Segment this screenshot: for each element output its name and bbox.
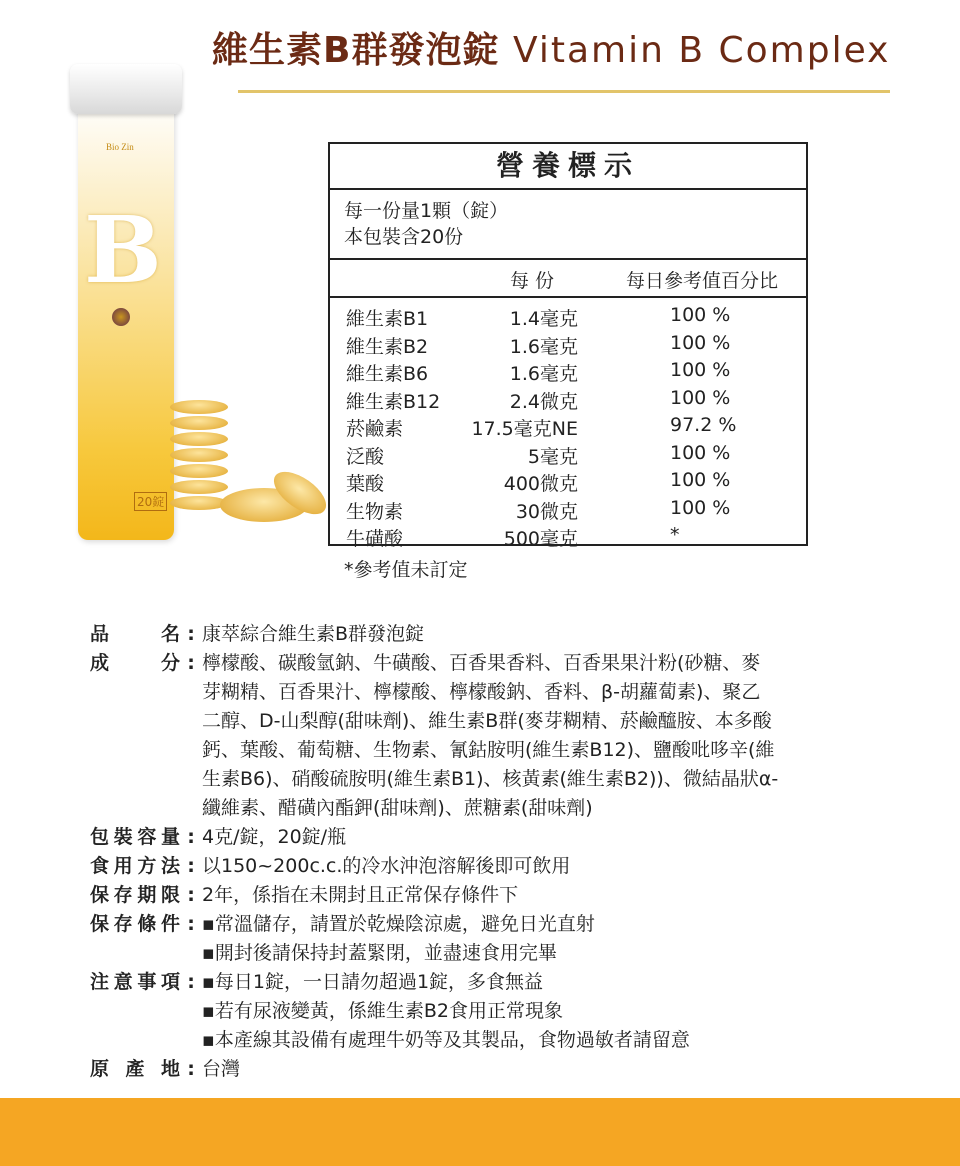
storage-line: ▪常溫儲存，請置於乾燥陰涼處，避免日光直射 <box>202 913 595 935</box>
nutrient-row <box>330 522 806 550</box>
nutrient-dv: 100 % <box>670 496 731 519</box>
spec-value: 台灣 <box>202 1058 241 1080</box>
nutrient-dv: 100 % <box>670 359 731 381</box>
nutrient-amount: 5毫克 <box>527 445 578 468</box>
spec-colon: : <box>187 623 195 645</box>
product-specs <box>90 620 910 1084</box>
spec-colon: : <box>187 971 195 993</box>
tablet <box>170 464 228 478</box>
nutrient-dv: 100 % <box>670 469 731 491</box>
spec-value: 4克/錠，20錠/瓶 <box>202 826 347 848</box>
spec-label: 包裝容量 <box>90 826 180 848</box>
nutrient-row <box>330 302 806 330</box>
nutrient-dv: * <box>670 524 680 546</box>
spec-colon: : <box>187 855 195 877</box>
nutrient-name: 維生素B12 <box>346 390 441 413</box>
nutrient-amount: 400微克 <box>503 473 578 495</box>
nutrient-amount: 1.4毫克 <box>509 308 578 330</box>
nutrient-row <box>330 467 806 495</box>
nutrition-footnote: *參考值未訂定 <box>344 559 468 581</box>
spec-colon: : <box>187 1058 195 1080</box>
ingredient-line: 芽糊精、百香果汁、檸檬酸、檸檬酸鈉、香料、β-胡蘿蔔素)、聚乙 <box>202 681 761 703</box>
spec-label: 食用方法 <box>90 855 180 877</box>
nutrition-header <box>330 260 806 298</box>
spec-notes <box>90 968 910 1055</box>
spec-colon: : <box>187 826 195 848</box>
serving-size: 每一份量1顆（錠） <box>344 200 509 222</box>
nutrient-row <box>330 495 806 523</box>
nutrient-dv: 100 % <box>670 386 731 409</box>
spec-storage <box>90 910 910 968</box>
tablet-stack <box>170 400 228 512</box>
nutrient-name: 維生素B1 <box>346 308 429 330</box>
tablet <box>170 480 228 494</box>
spec-label: 成分 <box>90 652 180 674</box>
spec-label: 保存期限 <box>90 884 180 906</box>
product-image <box>60 60 340 530</box>
tablet <box>170 432 228 446</box>
col-per-serving: 每 份 <box>510 270 555 292</box>
spec-value: 以150~200c.c.的冷水沖泡溶解後即可飲用 <box>202 855 571 877</box>
spec-ingredients <box>90 649 910 823</box>
nutrient-dv: 100 % <box>670 304 731 326</box>
nutrient-dv: 100 % <box>670 331 731 354</box>
ingredient-line: 檸檬酸、碳酸氫鈉、牛磺酸、百香果香料、百香果果汁粉(砂糖、麥 <box>202 652 761 674</box>
nutrient-amount: 500毫克 <box>503 528 578 550</box>
spec-label: 保存條件 <box>90 913 180 935</box>
ingredient-line: 生素B6)、硝酸硫胺明(維生素B1)、核黃素(維生素B2))、微結晶狀α- <box>202 768 779 790</box>
nutrient-name: 菸鹼素 <box>346 418 404 440</box>
tube-letter: B <box>84 196 162 304</box>
nutrient-name: 牛磺酸 <box>346 528 404 550</box>
nutrition-title: 營養標示 <box>330 144 806 190</box>
ingredient-line: 纖維素、醋磺內酯鉀(甜味劑)、蔗糖素(甜味劑) <box>202 797 593 819</box>
spec-label: 原產地 <box>90 1058 180 1080</box>
spec-value: 2年，係指在未開封且正常保存條件下 <box>202 884 519 906</box>
nutrient-name: 葉酸 <box>346 473 385 495</box>
note-line: ▪每日1錠，一日請勿超過1錠，多食無益 <box>202 971 544 993</box>
title-zh: 維生素B群發泡錠 <box>212 30 500 71</box>
spec-value <box>202 649 910 823</box>
servings-per-package: 本包裝含20份 <box>344 226 464 248</box>
tablet <box>170 448 228 462</box>
col-daily-value: 每日參考值百分比 <box>626 270 779 292</box>
nutrient-name: 泛酸 <box>346 445 385 468</box>
spec-origin <box>90 1055 910 1084</box>
nutrient-amount: 17.5毫克NE <box>471 418 578 440</box>
nutrient-dv: 97.2 % <box>670 414 737 436</box>
passion-fruit-icon <box>112 308 130 326</box>
ingredient-line: 二醇、D-山梨醇(甜味劑)、維生素B群(麥芽糊精、菸鹼醯胺、本多酸 <box>202 710 772 732</box>
spec-colon: : <box>187 884 195 906</box>
spec-package <box>90 823 910 852</box>
ingredient-line: 鈣、葉酸、葡萄糖、生物素、氰鈷胺明(維生素B12)、鹽酸吡哆辛(維 <box>202 739 775 761</box>
spec-label: 注意事項 <box>90 971 180 993</box>
nutrient-row <box>330 330 806 358</box>
nutrient-name: 維生素B2 <box>346 335 429 358</box>
tablet <box>170 400 228 414</box>
nutrient-row <box>330 412 806 440</box>
nutrition-table <box>328 142 808 550</box>
spec-product-name <box>90 620 910 649</box>
nutrition-rows <box>330 298 806 550</box>
tube-count-badge: 20錠 <box>134 492 167 511</box>
nutrient-row <box>330 440 806 468</box>
note-line: ▪若有尿液變黃，係維生素B2食用正常現象 <box>202 1000 564 1022</box>
spec-value <box>202 910 910 968</box>
tube-cap <box>70 64 182 114</box>
nutrient-amount: 30微克 <box>515 500 578 523</box>
spec-label: 品名 <box>90 623 180 645</box>
nutrient-name: 生物素 <box>346 500 404 523</box>
nutrient-name: 維生素B6 <box>346 363 429 385</box>
nutrient-row <box>330 385 806 413</box>
serving-info <box>330 190 806 260</box>
spec-value <box>202 968 910 1055</box>
note-line: ▪本產線其設備有處理牛奶等及其製品，食物過敏者請留意 <box>202 1029 690 1051</box>
spec-colon: : <box>187 652 195 674</box>
tube-brand: Bio Zin <box>106 142 134 152</box>
spec-colon: : <box>187 913 195 935</box>
nutrient-dv: 100 % <box>670 441 731 464</box>
footer-band <box>0 1098 960 1166</box>
spec-usage <box>90 852 910 881</box>
storage-line: ▪開封後請保持封蓋緊閉，並盡速食用完畢 <box>202 942 557 964</box>
nutrient-amount: 2.4微克 <box>509 390 578 413</box>
tablet <box>170 416 228 430</box>
title-en: Vitamin B Complex <box>513 30 891 71</box>
spec-shelf-life <box>90 881 910 910</box>
nutrient-amount: 1.6毫克 <box>509 335 578 358</box>
spec-value: 康萃綜合維生素B群發泡錠 <box>202 623 425 645</box>
nutrient-row <box>330 357 806 385</box>
nutrient-amount: 1.6毫克 <box>509 363 578 385</box>
